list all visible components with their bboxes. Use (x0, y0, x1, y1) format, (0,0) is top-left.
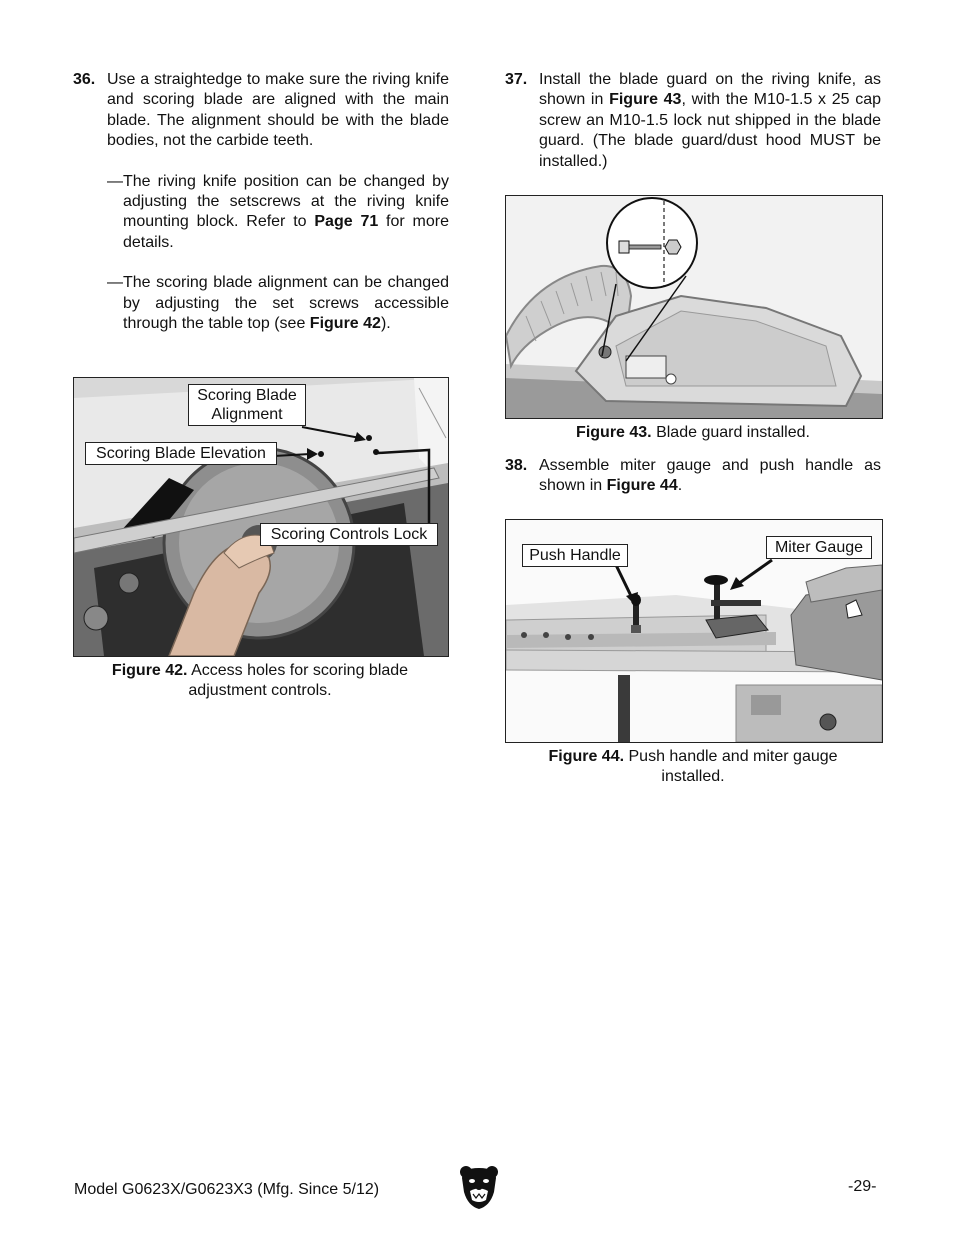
right-column-middle (505, 456, 881, 497)
step-37 (505, 70, 881, 172)
step-36 (73, 70, 449, 152)
figure-42-caption (90, 661, 430, 701)
note-text: for more details. (123, 213, 449, 251)
caption-label: Figure 43. (576, 424, 652, 441)
note-dash: — (107, 172, 123, 190)
step-number: 36. (73, 71, 96, 88)
page-number: -29- (848, 1178, 877, 1195)
step-text-part: . (677, 477, 683, 495)
callout-scoring-blade-alignment: Scoring Blade Alignment (188, 384, 306, 426)
figure-reference: Figure 42 (309, 315, 381, 333)
footer-model: Model G0623X/G0623X3 (Mfg. Since 5/12) (74, 1181, 380, 1198)
step-text (539, 70, 881, 172)
callout-miter-gauge: Miter Gauge (766, 536, 872, 559)
blade-guard-photo (506, 196, 882, 418)
step-text-part: , with the M10-1.5 x 25 cap screw an M10-1.5 lock nut shipped in the blade guard. (The blade guard/dust hood MUST be installed.) (539, 91, 881, 170)
figure-42-photo (73, 377, 449, 657)
figure-43-caption (505, 423, 881, 443)
step-text: Use a straightedge to make sure the riving knife and scoring blade are aligned with the main blade. The alignment should be with the blade bodies, not the carbide teeth. (107, 71, 449, 150)
step-text-part: Assemble miter gauge and push handle as shown in (539, 457, 881, 495)
note-text: The scoring blade alignment can be changed by adjusting the set screws accessible through the table top (see (123, 274, 449, 333)
caption-text: Push handle and miter gauge installed. (624, 748, 838, 785)
left-column (73, 70, 449, 334)
caption-text: Blade guard installed. (651, 424, 810, 441)
callout-scoring-controls-lock: Scoring Controls Lock (260, 523, 438, 546)
bear-head-logo-icon (458, 1164, 500, 1210)
caption-text: Access holes for scoring blade adjustment controls. (187, 662, 409, 699)
note-text: The riving knife position can be changed by adjusting the setscrews at the riving knife mounting block. Refer to (123, 172, 449, 231)
step-number: 38. (505, 457, 528, 474)
callout-push-handle: Push Handle (522, 544, 628, 567)
callout-scoring-blade-elevation: Scoring Blade Elevation (85, 442, 277, 465)
step-text-part: Install the blade guard on the riving knife, as shown in (539, 71, 881, 109)
figure-44-photo (505, 519, 883, 743)
note-text: ). (380, 315, 391, 333)
caption-label: Figure 44. (548, 748, 625, 765)
caption-label: Figure 42. (111, 662, 188, 679)
step-38 (505, 456, 881, 497)
right-column-top (505, 70, 881, 172)
page-reference: Page 71 (314, 213, 379, 231)
note-riving-knife (107, 172, 449, 254)
step-text (539, 456, 881, 497)
figure-44-caption (525, 747, 861, 787)
figure-reference: Figure 43 (609, 91, 682, 109)
note-dash: — (107, 274, 123, 292)
note-scoring-blade (107, 273, 449, 334)
step-number: 37. (505, 71, 528, 88)
figure-reference: Figure 44 (606, 477, 678, 495)
figure-43-photo (505, 195, 883, 419)
